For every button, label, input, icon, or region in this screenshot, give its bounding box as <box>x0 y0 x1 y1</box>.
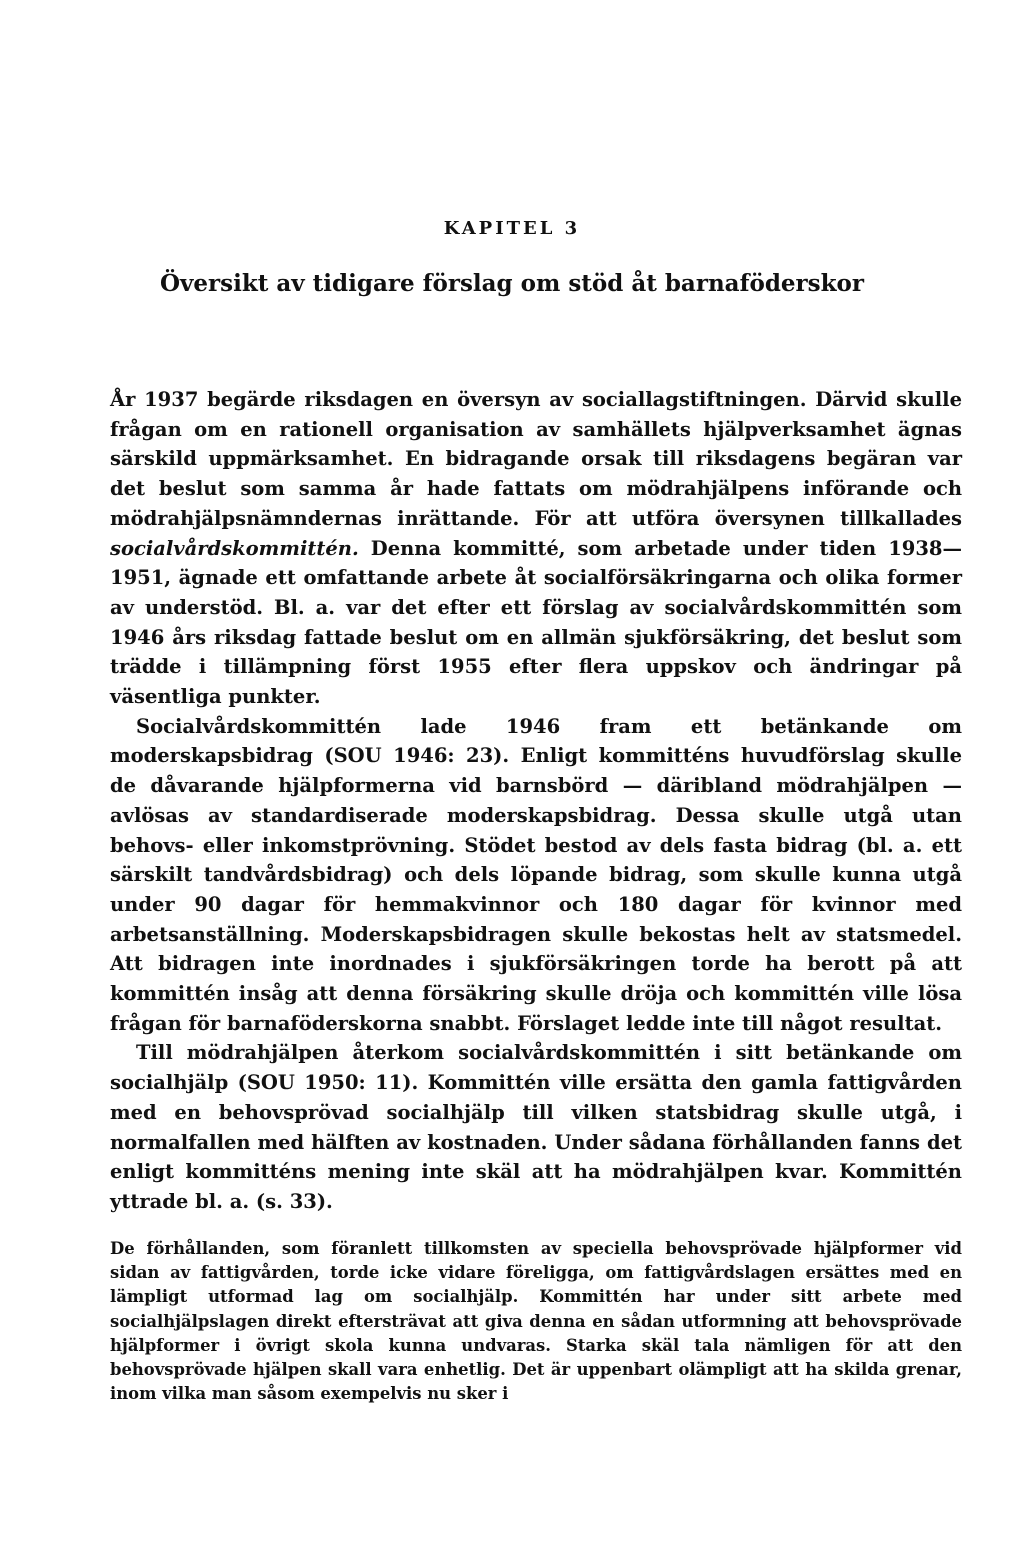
paragraph-1-continuation: Denna kommitté, som arbetade under tiden 1938—1951, ägnade ett omfattande arbete åt socialförsäkringarna och olika former av understöd. Bl. a. var det efter ett förslag av socialvårdskommittén som 1946 års riksdag fattade beslut om en allmän sjukförsäkring, det beslut som trädde i tillämpning först 1955 efter flera uppskov och ändringar på väsentliga punkter. <box>110 536 962 709</box>
chapter-title: Översikt av tidigare förslag om stöd åt barnaföderskor <box>160 270 864 297</box>
paragraph-3: Till mödrahjälpen återkom socialvårdskommittén i sitt betänkande om socialhjälp (SOU 1950: 11). Kommittén ville ersätta den gamla fattigvården med en behovsprövad socialhjälp till vilken statsbidrag skulle utgå, i normalfallen med hälften av kostnaden. Under sådana förhållanden fanns det enligt kommitténs mening inte skäl att ha mödrahjälpen kvar. Kommittén yttrade bl. a. (s. 33). <box>110 1041 962 1213</box>
committee-name-italic: socialvårdskommittén. <box>110 536 359 560</box>
block-quote <box>110 1237 962 1406</box>
paragraph-1-text: År 1937 begärde riksdagen en översyn av sociallagstiftningen. Därvid skulle frågan om en rationell organisation av samhällets hjälpverksamhet ägnas särskild uppmärksamhet. En bidragande orsak till riksdagens begäran var det beslut som samma år hade fattats om mödrahjälpens införande och mödrahjälpsnämndernas inrättande. För att utföra översynen tillkallades <box>110 388 962 530</box>
paragraph-2: Socialvårdskommittén lade 1946 fram ett betänkande om moderskapsbidrag (SOU 1946: 23). Enligt kommitténs huvudförslag skulle de dåvarande hjälpformerna vid barnsbörd — däribland mödrahjälpen — avlösas av standardiserade moderskapsbidrag. Dessa skulle utgå utan behovs- eller inkomstprövning. Stödet bestod av dels fasta bidrag (bl. a. ett särskilt tandvårdsbidrag) och dels löpande bidrag, som skulle kunna utgå under 90 dagar för hemmakvinnor och 180 dagar för kvinnor med arbetsanställning. Moderskapsbidragen skulle bekostas helt av statsmedel. Att bidragen inte inordnades i sjukförsäkringen torde ha berott på att kommittén insåg att denna försäkring skulle dröja och kommittén ville lösa frågan för barnaföderskorna snabbt. Förslaget ledde inte till något resultat. <box>110 714 962 1035</box>
chapter-label: KAPITEL 3 <box>443 218 581 239</box>
body-text <box>110 385 962 1217</box>
paragraph-1 <box>110 385 962 712</box>
block-quote-text: De förhållanden, som föranlett tillkomsten av speciella behovsprövade hjälpformer vid sidan av fattigvården, torde icke vidare föreligga, om fattigvårdslagen ersättes med en lämpligt utformad lag om socialhjälp. Kommittén har under sitt arbete med socialhjälpslagen direkt eftersträvat att giva denna en sådan utformning att behovsprövade hjälpformer i övrigt skola kunna undvaras. Starka skäl tala nämligen för att den behovsprövade hjälpen skall vara enhetlig. Det är uppenbart olämpligt att ha skilda grenar, inom vilka man såsom exempelvis nu sker i <box>110 1239 962 1404</box>
